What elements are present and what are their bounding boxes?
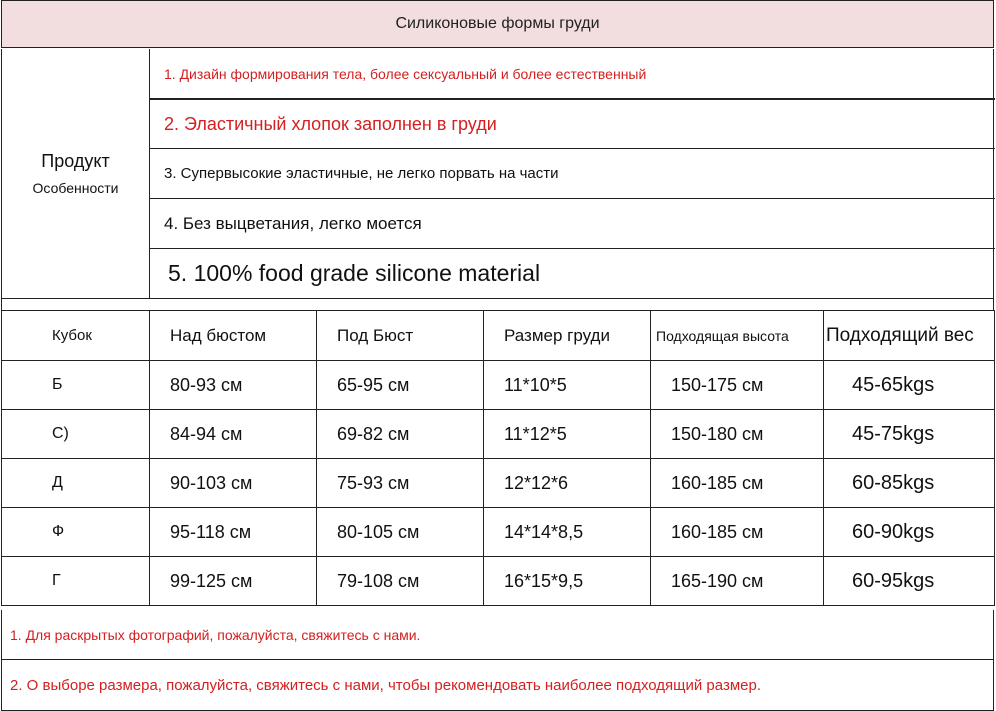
- cell-overbust: 84-94 см: [150, 410, 317, 459]
- cell-breast-size: 11*10*5: [484, 361, 651, 410]
- header-overbust: Над бюстом: [150, 311, 317, 361]
- cell-height: 150-175 см: [651, 361, 824, 410]
- feature-item-1: 1. Дизайн формирования тела, более сексуальный и более естественный: [150, 49, 995, 99]
- size-table: [1, 310, 995, 606]
- feature-item-3: 3. Супервысокие эластичные, не легко порвать на части: [150, 149, 995, 199]
- cell-weight: 60-90kgs: [824, 508, 995, 557]
- cell-overbust: 99-125 см: [150, 557, 317, 606]
- cell-height: 160-185 см: [651, 508, 824, 557]
- note-size-selection: 2. О выборе размера, пожалуйста, свяжитесь с нами, чтобы рекомендовать наиболее подходящий размер.: [1, 660, 994, 711]
- table-row: [2, 361, 995, 410]
- cell-underbust: 75-93 см: [317, 459, 484, 508]
- cell-underbust: 80-105 см: [317, 508, 484, 557]
- page-title: Силиконовые формы груди: [1, 0, 994, 48]
- cell-cup: Г: [2, 557, 150, 606]
- cell-underbust: 65-95 см: [317, 361, 484, 410]
- cell-height: 160-185 см: [651, 459, 824, 508]
- features-label-line2: Особенности: [32, 180, 119, 196]
- header-cup: Кубок: [2, 311, 150, 361]
- header-breast-size: Размер груди: [484, 311, 651, 361]
- cell-breast-size: 14*14*8,5: [484, 508, 651, 557]
- header-height: Подходящая высота: [651, 311, 824, 361]
- cell-height: 150-180 см: [651, 410, 824, 459]
- table-row: [2, 459, 995, 508]
- feature-item-4: 4. Без выцветания, легко моется: [150, 199, 995, 249]
- cell-weight: 60-95kgs: [824, 557, 995, 606]
- feature-item-5: 5. 100% food grade silicone material: [168, 260, 541, 286]
- cell-cup: Д: [2, 459, 150, 508]
- cell-breast-size: 12*12*6: [484, 459, 651, 508]
- cell-weight: 45-75kgs: [824, 410, 995, 459]
- cell-overbust: 90-103 см: [150, 459, 317, 508]
- note-photos: 1. Для раскрытых фотографий, пожалуйста, свяжитесь с нами.: [1, 610, 994, 660]
- cell-underbust: 79-108 см: [317, 557, 484, 606]
- cell-cup: Ф: [2, 508, 150, 557]
- table-row: [2, 508, 995, 557]
- features-label-line1: Продукт: [41, 151, 110, 171]
- header-weight: Подходящий вес: [824, 311, 995, 361]
- table-row: [2, 410, 995, 459]
- cell-cup: C): [2, 410, 150, 459]
- cell-overbust: 80-93 см: [150, 361, 317, 410]
- cell-weight: 60-85kgs: [824, 459, 995, 508]
- cell-breast-size: 11*12*5: [484, 410, 651, 459]
- table-row: [2, 557, 995, 606]
- feature-item-2: 2. Эластичный хлопок заполнен в груди: [150, 99, 995, 149]
- features-label: [2, 49, 150, 298]
- cell-breast-size: 16*15*9,5: [484, 557, 651, 606]
- cell-weight: 45-65kgs: [824, 361, 995, 410]
- cell-underbust: 69-82 см: [317, 410, 484, 459]
- cell-cup: Б: [2, 361, 150, 410]
- section-separator: [1, 299, 994, 310]
- product-features-block: [1, 49, 994, 299]
- cell-height: 165-190 см: [651, 557, 824, 606]
- header-underbust: Под Бюст: [317, 311, 484, 361]
- cell-overbust: 95-118 см: [150, 508, 317, 557]
- table-header-row: [2, 311, 995, 361]
